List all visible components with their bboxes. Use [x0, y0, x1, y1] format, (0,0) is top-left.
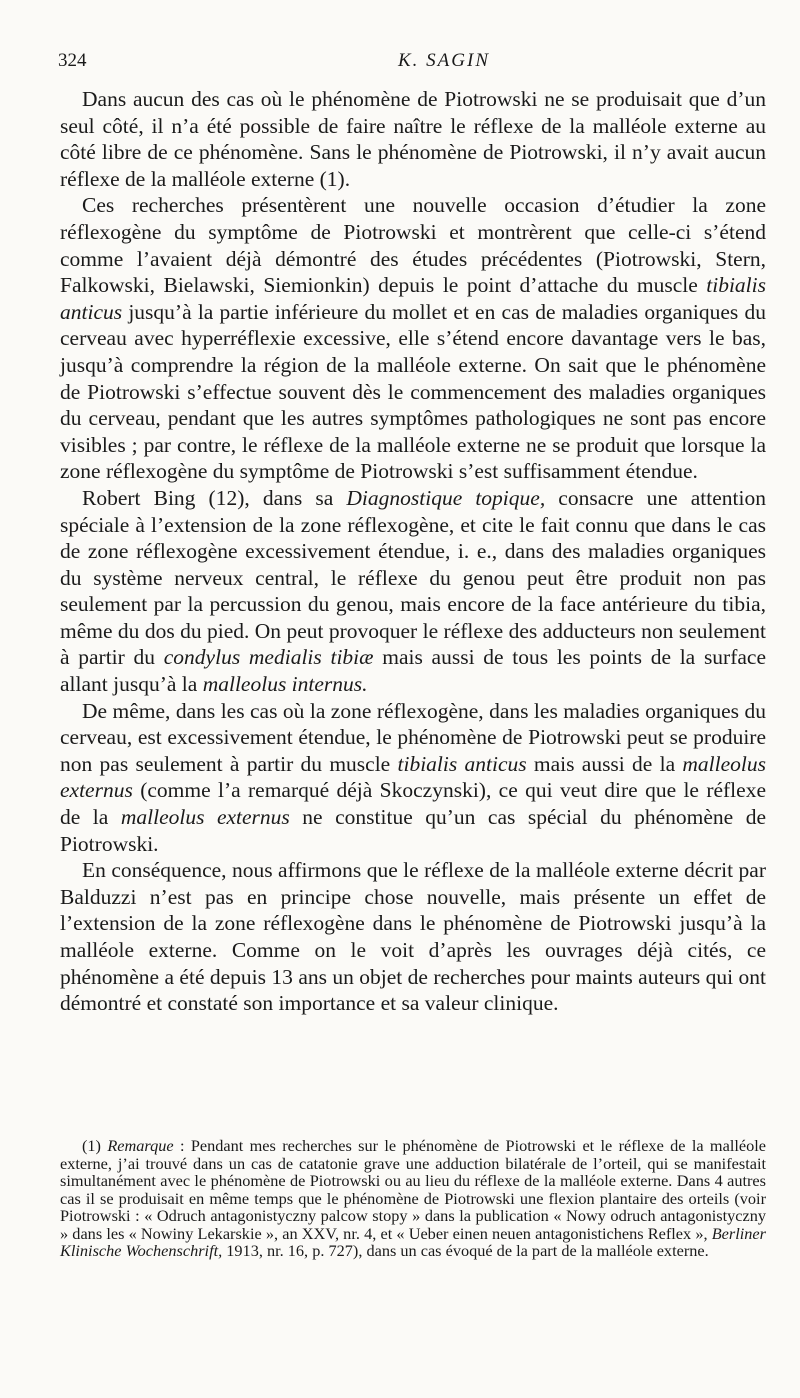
footnote-body: : Pendant mes recherches sur le phénomène de Piotrowski et le réflexe de la malléole externe, j’ai trouvé dans un cas de catatonie grave une adduction bilatérale de l’orteil, qui se manifestait simultanément avec le phénomène de Piotrowski ou au lieu du réflexe de la malléole externe. Dans 4 autres cas il se produisait en même temps que le phénomène de Piotrowski une flexion plantaire des orteils (voir Piotrowski : « Odruch antagonistyczny palcow stopy » dans la publication « Nowy odruch antagonistyczny » dans les « Nowiny Lekarskie », an XXV, nr. 4, et « Ueber einen neuen antagonistichens Reflex »,	[60, 1136, 766, 1243]
italic-book-title: Diagnostique topique,	[346, 485, 546, 510]
paragraph-text: mais aussi de la	[526, 751, 683, 776]
paragraph	[60, 86, 766, 192]
italic-term: malleolus externus	[60, 751, 767, 803]
running-head: K. SAGIN	[398, 50, 490, 71]
italic-term: tibialis anticus	[397, 751, 527, 776]
page-header	[58, 50, 760, 76]
paragraph	[60, 192, 766, 485]
italic-term: malleolus internus.	[202, 672, 368, 697]
paragraph-text: Ces recherches présentèrent une nouvelle occasion d’étudier la zone réflexogène du symptôme de Piotrowski et montrèrent que celle-ci s’étend comme l’avaient déjà démontré des études précédentes (Piotrowski, Stern, Falkowski, Bielawski, Siemionkin) depuis le point d’attache du muscle	[60, 193, 766, 298]
italic-term: Remarque	[107, 1136, 174, 1155]
page-number: 324	[58, 50, 87, 71]
paragraph	[60, 857, 766, 1017]
paragraph-text: consacre une attention spéciale à l’extension de la zone réflexogène, et cite le fait connu que dans le cas de zone réflexogène excessivement étendue, i. e., dans des maladies organiques du système nerveux central, le réflexe du genou peut être produit non pas seulement par la percussion du genou, mais encore de la face antérieure du tibia, même du dos du pied. On peut provoquer le réflexe des adducteurs non seulement à partir du	[60, 485, 766, 670]
paragraph-text: De même, dans les cas où la zone réflexogène, dans les maladies organiques du cerveau, est excessivement étendue, le phénomène de Piotrowski peut se produire non pas seulement à partir du muscle	[60, 698, 766, 776]
footnote	[60, 1137, 766, 1260]
italic-term: malleolus externus	[120, 805, 290, 830]
paragraph-text: ne constitue qu’un cas spécial du phénomène de Piotrowski.	[60, 805, 766, 856]
paragraph-text: mais aussi de tous les points de la surface allant jusqu’à la	[60, 645, 767, 697]
footnote-body: 1913, nr. 16, p. 727), dans un cas évoqué de la part de la malléole externe.	[222, 1241, 709, 1260]
paragraph-text: jusqu’à la partie inférieure du mollet et en cas de maladies organiques du cerveau avec hyperréflexie excessive, elle s’étend encore davantage vers le bas, jusqu’à comprendre la région de la malléole externe. On sait que le phénomène de Piotrowski s’effectue souvent dès le commencement des maladies organiques du cerveau, pendant que les autres symptômes pathologiques ne sont pas encore visibles ; par contre, le réflexe de la malléole externe ne se produit que lorsque la zone réflexogène du symptôme de Piotrowski s’est suffisamment étendue.	[60, 299, 766, 484]
footnote-text	[60, 1137, 766, 1260]
paragraph	[60, 698, 766, 858]
body-text	[60, 86, 766, 1017]
paragraph-text: (comme l’a remarqué déjà Skoczynski), ce qui veut dire que le réflexe de la	[60, 778, 766, 830]
paragraph-text: Robert Bing (12), dans sa	[82, 485, 347, 510]
paragraph-text: En conséquence, nous affirmons que le réflexe de la malléole externe décrit par Balduzzi n’est pas en principe chose nouvelle, mais présente un effet de l’extension de la zone réflexogène dans le phénomène de Piotrowski jusqu’à la malléole externe. Comme on le voit d’après les ouvrages déjà cités, ce phénomène a été depuis 13 ans un objet de recherches pour maints auteurs qui ont démontré et constaté son importance et sa valeur clinique.	[60, 858, 766, 1016]
italic-term: condylus medialis tibiæ	[163, 645, 374, 670]
footnote-marker: (1)	[82, 1136, 108, 1155]
paragraph	[60, 485, 766, 698]
italic-term: tibialis anticus	[60, 273, 766, 324]
paragraph-text: Dans aucun des cas où le phénomène de Piotrowski ne se produisait que d’un seul côté, il n’a été possible de faire naître le réflexe de la malléole externe au côté libre de ce phénomène. Sans le phénomène de Piotrowski, il n’y avait aucun réflexe de la malléole externe (1).	[60, 87, 766, 191]
italic-journal-title: Berliner Klinische Wochenschrift,	[60, 1223, 766, 1260]
